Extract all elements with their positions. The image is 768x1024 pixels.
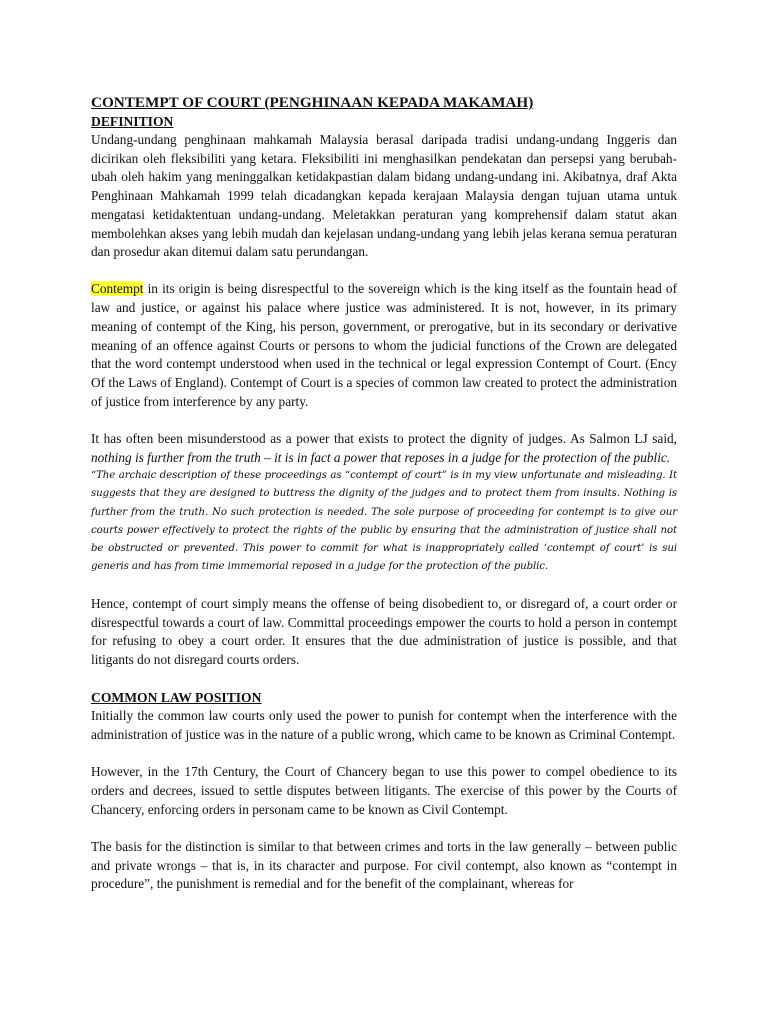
paragraph-spacer <box>91 576 677 595</box>
paragraph-spacer <box>91 670 677 689</box>
paragraph-spacer <box>91 745 677 764</box>
salmon-paragraph-text: It has often been misunderstood as a power that exists to protect the dignity of judges. As Salmon LJ said, <box>91 430 677 446</box>
chancery-paragraph: However, in the 17th Century, the Court of Chancery began to use this power to compel obedience to its orders and decrees, issued to settle disputes between litigants. The exercise of this power by the Courts of Chancery, enforcing orders in personam came to be known as Civil Contempt. <box>91 764 677 817</box>
paragraph-spacer <box>91 411 677 430</box>
definition-heading: DEFINITION <box>91 114 174 129</box>
paragraph-spacer <box>91 262 677 281</box>
highlighted-word: Contempt <box>91 281 144 297</box>
document-page <box>91 93 677 894</box>
salmon-paragraph-italic: nothing is further from the truth – it is in fact a power that reposes in a judge for the protection of the public. <box>91 449 671 465</box>
salmon-quote: “The archaic description of these proceedings as “contempt of court” is in my view unfortunate and misleading. It suggests that they are designed to buttress the dignity of the judges and to protect them from insults. Nothing is further from the truth. No such protection is needed. The sole purpose of proceeding for contempt is to give our courts power effectively to protect the rights of the public by ensuring that the administration of justice shall not be obstructed or prevented. This power to commit for what is inappropriately called ‘contempt of court’ is sui generis and has from time immemorial reposed in a judge for the protection of the public. <box>91 470 677 573</box>
contempt-origin-paragraph <box>91 280 677 411</box>
definition-paragraph: Undang-undang penghinaan mahkamah Malaysia berasal daripada tradisi undang-undang Inggeris dan dicirikan oleh fleksibiliti yang ketara. Fleksibiliti ini menghasilkan pendekatan dan persepsi yang berubah-ubah oleh hakim yang meninggalkan ketidakpastian dalam bidang undang-undang ini. Akibatnya, draf Akta Penghinaan Mahkamah 1999 telah dicadangkan kepada kerajaan Malaysia dengan tujuan utama untuk mengatasi ketidaktentuan undang-undang. Meletakkan peraturan yang komprehensif dalam statut akan membolehkan akses yang lebih mudah dan kejelasan undang-undang yang lebih jelas kerana semua peraturan dan prosedur akan ditemui dalam satu perundangan. <box>91 132 677 260</box>
common-law-heading: COMMON LAW POSITION <box>91 690 262 706</box>
salmon-paragraph <box>91 430 677 467</box>
paragraph-spacer <box>91 819 677 838</box>
document-title: CONTEMPT OF COURT (PENGHINAAN KEPADA MAKAMAH) <box>91 94 534 111</box>
common-law-paragraph: Initially the common law courts only used the power to punish for contempt when the interference with the administration of justice was in the nature of a public wrong, which came to be known as Criminal Contempt. <box>91 708 677 742</box>
hence-paragraph: Hence, contempt of court simply means the offense of being disobedient to, or disregard of, a court order or disrespectful towards a court of law. Committal proceedings empower the courts to hold a person in contempt for refusing to obey a court order. It ensures that the due administration of justice is possible, and that litigants do not disregard courts orders. <box>91 595 677 668</box>
contempt-origin-text: in its origin is being disrespectful to the sovereign which is the king itself as the fountain head of law and justice, or against his palace where justice was administered. It is not, however, in its primary meaning of contempt of the King, his person, government, or prerogative, but in its secondary or derivative meaning of an offence against Courts or persons to whom the judicial functions of the Crown are delegated that the word contempt understood when used in the technical or legal expression Contempt of Court. (Ency Of the Laws of England). Contempt of Court is a species of common law created to protect the administration of justice from interference by any party. <box>91 281 677 409</box>
distinction-paragraph: The basis for the distinction is similar to that between crimes and torts in the law generally – between public and private wrongs – that is, in its character and purpose. For civil contempt, also known as “contempt in procedure”, the punishment is remedial and for the benefit of the complainant, whereas for <box>91 838 677 892</box>
